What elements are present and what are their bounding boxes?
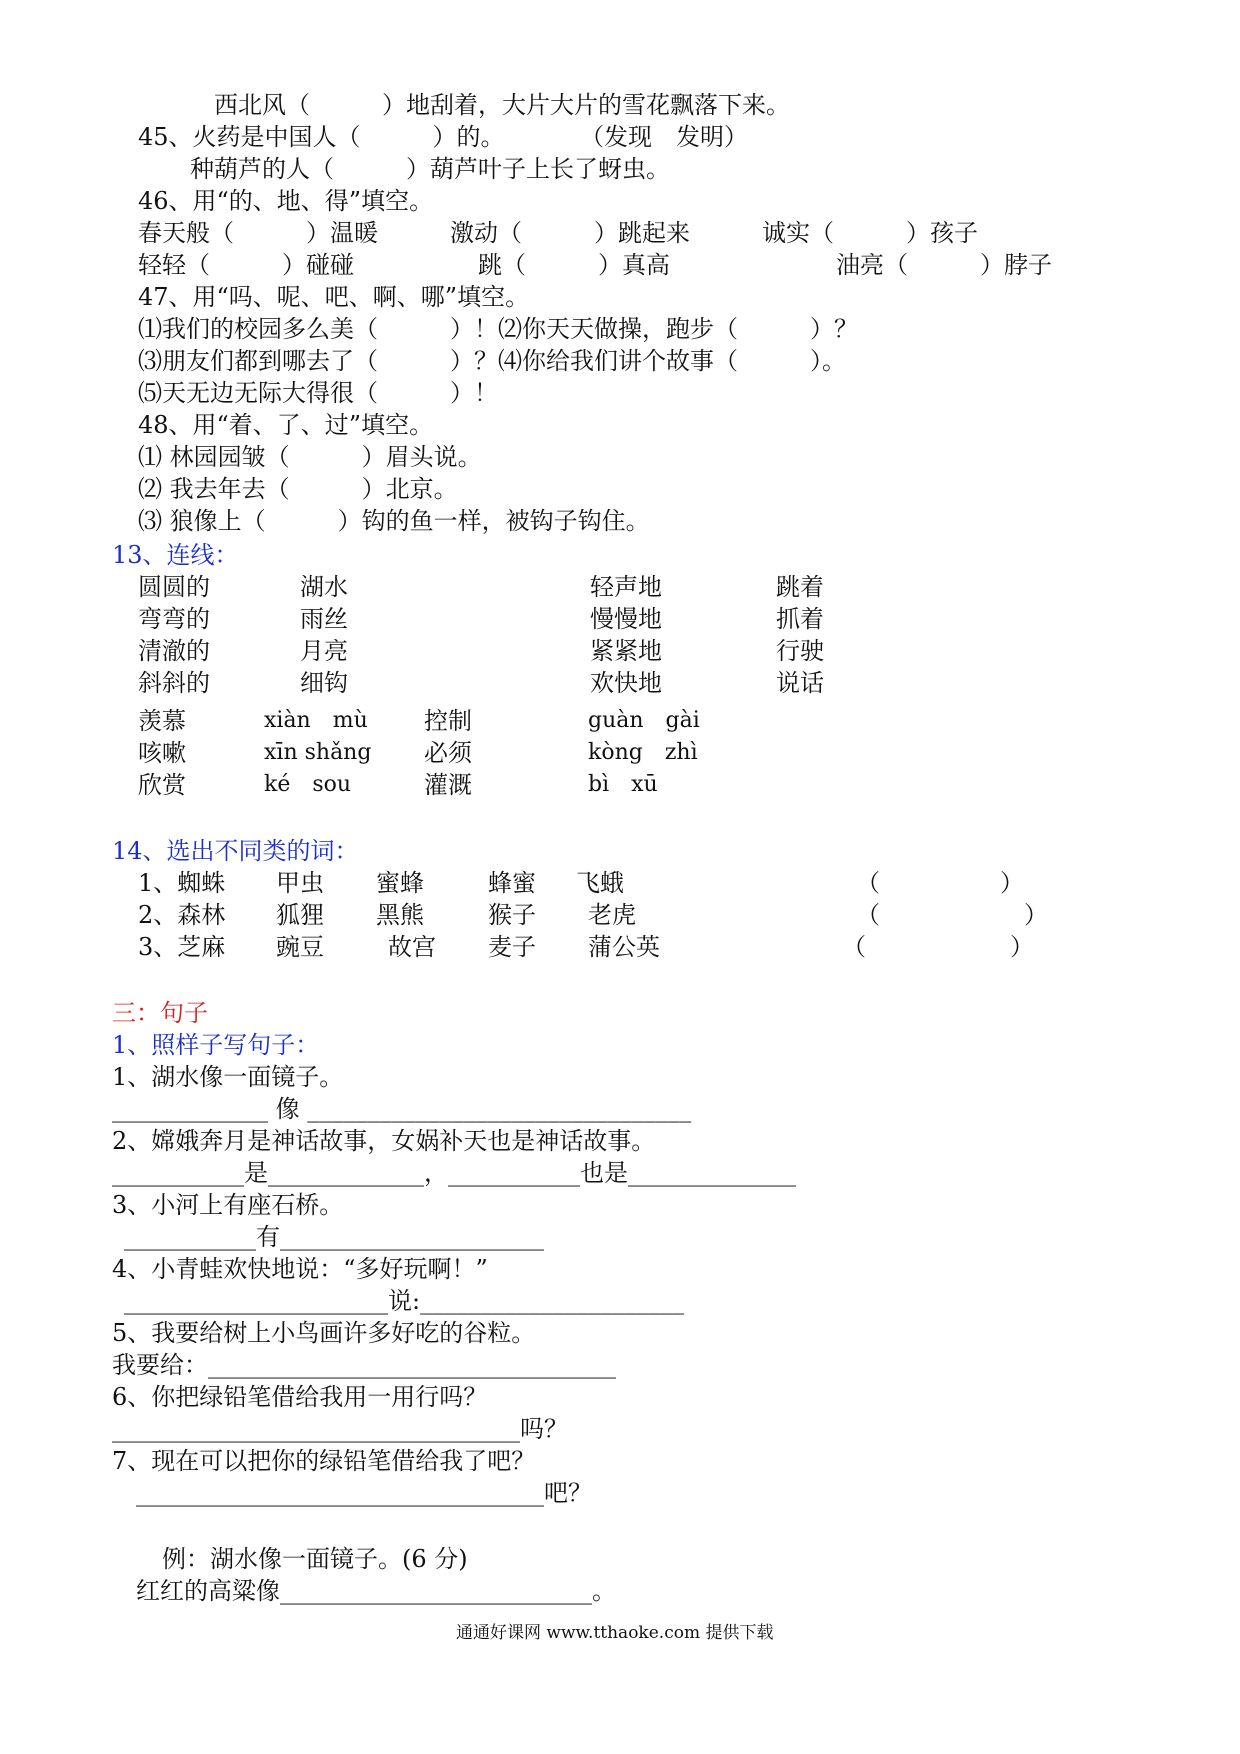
match-adj: 斜斜的	[138, 669, 210, 697]
odd-word: 猴子	[488, 901, 536, 929]
odd-row-label: 3、芝麻	[138, 933, 226, 961]
match-noun: 细钩	[300, 669, 348, 697]
q47-line2: ⑶朋友们都到哪去了（ ）？⑷你给我们讲个故事（ ）。	[138, 347, 846, 375]
page-footer: 通通好课网 www.tthaoke.com 提供下载	[456, 1623, 774, 1643]
odd-word: 黑熊	[376, 901, 424, 929]
match-word: 羡慕	[138, 707, 186, 735]
match-adj: 弯弯的	[138, 605, 210, 633]
match-adv: 紧紧地	[590, 637, 662, 665]
answer-5: 我要给：__________________________________	[112, 1351, 616, 1379]
match-pinyin: bì xū	[588, 772, 658, 797]
match-word: 控制	[424, 707, 472, 735]
odd-answer: （ ）	[856, 901, 1048, 929]
match-word: 灌溉	[424, 771, 472, 799]
match-word: 欣赏	[138, 771, 186, 799]
sentence-1: 1、湖水像一面镜子。	[112, 1063, 344, 1091]
q46-title: 46、用“的、地、得”填空。	[138, 187, 434, 215]
match-pinyin: ké sou	[264, 772, 352, 797]
answer-4: ______________________说:______________________	[124, 1287, 685, 1315]
odd-word: 甲虫	[276, 869, 324, 897]
odd-word: 故宫	[388, 933, 436, 961]
sentence-5: 5、我要给树上小鸟画许多好吃的谷粒。	[112, 1319, 536, 1347]
q48-title: 48、用“着、了、过”填空。	[138, 411, 434, 439]
match-verb: 行驶	[776, 637, 824, 665]
q47-line1: ⑴我们的校园多么美（ ）！⑵你天天做操，跑步（ ）？	[138, 315, 858, 343]
match-noun: 雨丝	[300, 605, 348, 633]
q47-title: 47、用“吗、呢、吧、啊、哪”填空。	[138, 283, 530, 311]
sentence-4: 4、小青蛙欢快地说：“多好玩啊！”	[112, 1255, 488, 1283]
answer-7: __________________________________吧？	[136, 1479, 592, 1507]
sentence-3: 3、小河上有座石桥。	[112, 1191, 344, 1219]
q48-line1: ⑴ 林园园皱（ ）眉头说。	[138, 443, 482, 471]
part3-sub: 1、照样子写句子：	[112, 1031, 320, 1059]
match-noun: 湖水	[300, 573, 348, 601]
odd-answer: （ ）	[856, 869, 1024, 897]
odd-word: 蜜蜂	[376, 869, 424, 897]
sentence-2: 2、嫦娥奔月是神话故事，女娲补天也是神话故事。	[112, 1127, 656, 1155]
section-13-title: 13、连线：	[112, 541, 239, 569]
match-word: 咳嗽	[138, 739, 186, 767]
answer-3: ___________有______________________	[124, 1223, 544, 1251]
match-adv: 欢快地	[590, 669, 662, 697]
part3-title: 三：句子	[112, 999, 208, 1027]
odd-row-label: 2、森林	[138, 901, 226, 929]
q45-options: （发现 发明）	[580, 123, 748, 151]
example-answer: 红红的高粱像__________________________。	[136, 1577, 616, 1605]
odd-row-label: 1、蜘蛛	[138, 869, 226, 897]
match-adj: 清澈的	[138, 637, 210, 665]
sentence-6: 6、你把绿铅笔借给我用一用行吗？	[112, 1383, 488, 1411]
match-adj: 圆圆的	[138, 573, 210, 601]
odd-word: 豌豆	[276, 933, 324, 961]
match-verb: 抓着	[776, 605, 824, 633]
odd-word: 蒲公英	[588, 933, 660, 961]
match-word: 必须	[424, 739, 472, 767]
q46-item: 轻轻（ ）碰碰	[138, 251, 354, 279]
q46-item: 油亮（ ）脖子	[836, 251, 1052, 279]
odd-word: 蜂蜜	[488, 869, 536, 897]
match-pinyin: kòng zhì	[588, 740, 698, 765]
match-adv: 轻声地	[590, 573, 662, 601]
q46-item: 春天般（ ）温暖	[138, 219, 378, 247]
match-adv: 慢慢地	[590, 605, 662, 633]
match-pinyin: guàn gài	[588, 708, 700, 733]
answer-6: __________________________________吗？	[112, 1415, 568, 1443]
answer-1: _____________ 像 ________________________________	[112, 1095, 692, 1123]
match-pinyin: xīn shǎng	[264, 740, 372, 765]
sentence-7: 7、现在可以把你的绿铅笔借给我了吧？	[112, 1447, 536, 1475]
odd-word: 飞蛾	[576, 869, 624, 897]
q45-line2: 种葫芦的人（ ）葫芦叶子上长了蚜虫。	[190, 155, 670, 183]
match-pinyin: xiàn mù	[264, 708, 368, 733]
odd-word: 老虎	[588, 901, 636, 929]
example-line: 例：湖水像一面镜子。(6 分)	[162, 1545, 468, 1573]
match-verb: 跳着	[776, 573, 824, 601]
odd-answer: （ ）	[842, 933, 1034, 961]
q48-line2: ⑵ 我去年去（ ）北京。	[138, 475, 458, 503]
q48-line3: ⑶ 狼像上（ ）钩的鱼一样，被钩子钩住。	[138, 507, 650, 535]
q44-line: 西北风（ ）地刮着，大片大片的雪花飘落下来。	[214, 91, 790, 119]
q46-item: 诚实（ ）孩子	[762, 219, 978, 247]
q46-item: 激动（ ）跳起来	[450, 219, 690, 247]
q45-line1: 45、火药是中国人（ ）的。	[138, 123, 505, 151]
match-noun: 月亮	[300, 637, 348, 665]
q46-item: 跳（ ）真高	[478, 251, 670, 279]
answer-2: ___________是_____________，___________也是______________	[112, 1159, 796, 1187]
section-14-title: 14、选出不同类的词：	[112, 837, 359, 865]
odd-word: 狐狸	[276, 901, 324, 929]
match-verb: 说话	[776, 669, 824, 697]
q47-line3: ⑸天无边无际大得很（ ）！	[138, 379, 498, 407]
odd-word: 麦子	[488, 933, 536, 961]
